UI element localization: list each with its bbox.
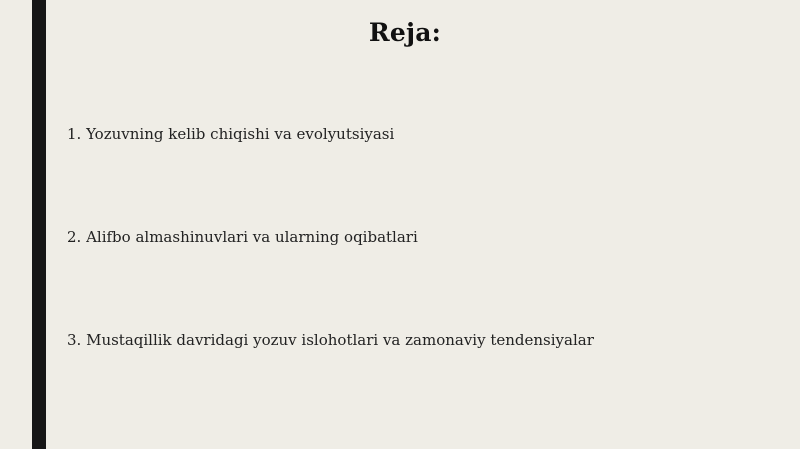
slide-title: Reja: xyxy=(368,18,442,47)
plan-item: 1. Yozuvning kelib chiqishi va evolyutsiyasi xyxy=(67,125,395,143)
accent-bar xyxy=(32,0,46,449)
plan-item: 2. Alifbo almashinuvlari va ularning oqibatlari xyxy=(67,228,418,246)
plan-item: 3. Mustaqillik davridagi yozuv islohotlari va zamonaviy tendensiyalar xyxy=(67,331,594,349)
